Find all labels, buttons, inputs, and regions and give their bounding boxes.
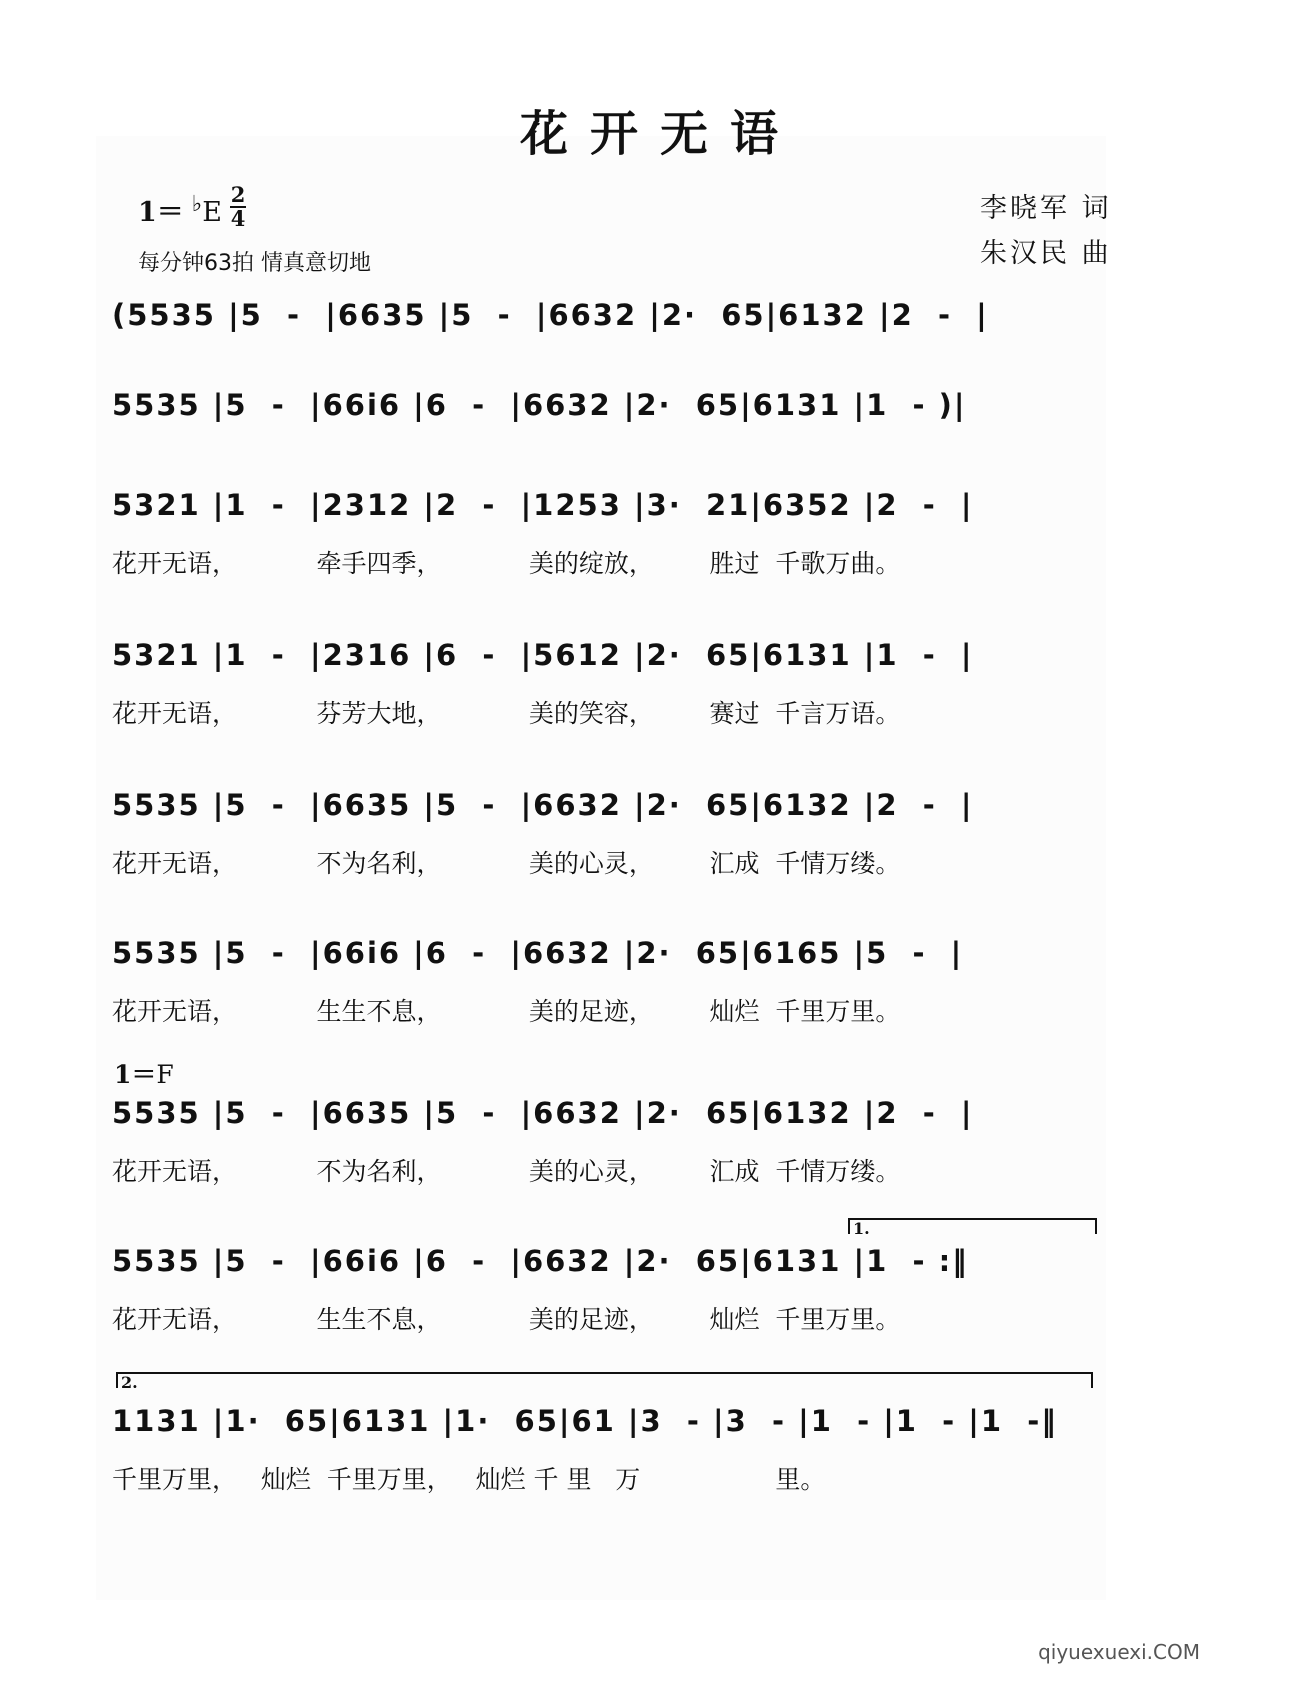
notation-line: 5535 |5 - |66i6 |6 - |6632 |2· 65|6165 |5 - | — [112, 936, 964, 970]
page-title: 花开无语 — [519, 106, 800, 162]
notation-line: 5535 |5 - |6635 |5 - |6632 |2· 65|6132 |2 - | — [112, 788, 974, 822]
second-ending-label: 2. — [121, 1373, 138, 1392]
notation-line: 5321 |1 - |2316 |6 - |5612 |2· 65|6131 |1 - | — [112, 638, 974, 672]
lyrics-line: 花开无语， 不为名利， 美的心灵， 汇成 千情万缕。 — [112, 849, 901, 878]
lyrics-line: 花开无语， 不为名利， 美的心灵， 汇成 千情万缕。 — [112, 1157, 901, 1186]
key-letter: E — [202, 197, 222, 228]
lyrics-line: 花开无语， 生生不息， 美的足迹， 灿烂 千里万里。 — [112, 997, 901, 1026]
composer-credit: 朱汉民 曲 — [980, 238, 1112, 269]
notation-line: 1131 |1· 65|6131 |1· 65|61 |3 - |3 - |1 - |1 - |1 -‖ — [112, 1404, 1058, 1438]
flat-sign: ♭ — [191, 191, 203, 217]
lyrics-line: 花开无语， 生生不息， 美的足迹， 灿烂 千里万里。 — [112, 1305, 901, 1334]
notation-line: 5535 |5 - |6635 |5 - |6632 |2· 65|6132 |2 - | — [112, 1096, 974, 1130]
lyrics-line: 花开无语， 芬芳大地， 美的笑容， 赛过 千言万语。 — [112, 699, 901, 728]
time-signature — [230, 184, 246, 230]
notation-line: (5535 |5 - |6635 |5 - |6632 |2· 65|6132 |2 - | — [112, 298, 989, 332]
first-ending-bracket — [848, 1218, 1097, 1238]
notation-line: 5321 |1 - |2312 |2 - |1253 |3· 21|6352 |2 - | — [112, 488, 974, 522]
key-change-letter: F — [156, 1060, 174, 1089]
second-ending-bracket — [116, 1372, 1093, 1392]
score-system-9 — [0, 1404, 1300, 1524]
key-change-marking — [114, 1055, 174, 1091]
score-system-7 — [0, 1096, 1300, 1216]
watermark: qiyuexuexi.COM — [1038, 1640, 1200, 1664]
key-change-prefix: 1＝ — [114, 1060, 157, 1089]
credits — [980, 186, 1112, 276]
key-prefix: 1＝ — [138, 197, 184, 228]
lyrics-line: 花开无语， 牵手四季， 美的绽放， 胜过 千歌万曲。 — [112, 549, 901, 578]
time-signature-bottom: 4 — [230, 206, 246, 231]
lyrics-line: 千里万里， 灿烂 千里万里， 灿烂 千 里 万 里。 — [112, 1465, 826, 1494]
score-system-4 — [0, 638, 1300, 758]
score-system-6 — [0, 936, 1300, 1056]
first-ending-label: 1. — [853, 1219, 870, 1238]
score-system-5 — [0, 788, 1300, 908]
time-signature-top: 2 — [230, 182, 246, 207]
score-system-8 — [0, 1244, 1300, 1364]
notation-line: 5535 |5 - |66i6 |6 - |6632 |2· 65|6131 |1 - :‖ — [112, 1244, 969, 1278]
score-system-3 — [0, 488, 1300, 608]
key-signature — [138, 190, 222, 229]
notation-line: 5535 |5 - |66i6 |6 - |6632 |2· 65|6131 |1 - )| — [112, 388, 967, 422]
tempo-marking: 每分钟63拍 情真意切地 — [138, 251, 371, 276]
lyricist-credit: 李晓军 词 — [980, 193, 1112, 224]
